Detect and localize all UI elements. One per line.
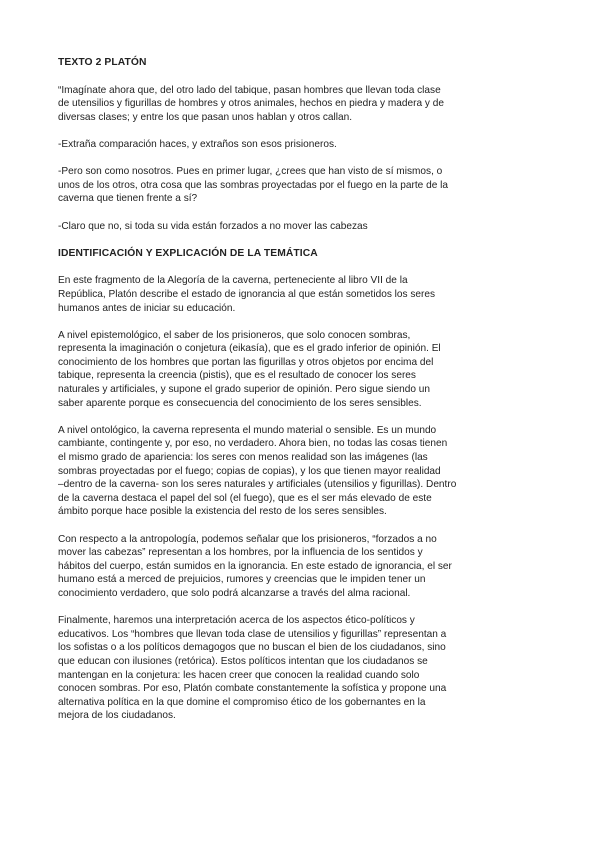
text-line: el mismo grado de apariencia: los seres con menos realidad son las imágenes (las	[58, 452, 428, 464]
text-line: mejora de los ciudadanos.	[58, 710, 176, 722]
document-title: TEXTO 2 PLATÓN	[58, 57, 147, 68]
text-line: humanos antes de iniciar su educación.	[58, 302, 236, 314]
body-paragraph	[58, 424, 544, 519]
text-line: Con respecto a la antropología, podemos señalar que los prisioneros, “forzados a no	[58, 533, 437, 545]
text-line: cambiante, contingente y, por eso, no verdadero. Ahora bien, no todas las cosas tienen	[58, 438, 448, 450]
document-page	[58, 56, 544, 737]
text-line: alternativa política en la que domine el compromiso ético de los gobernantes en la	[58, 696, 426, 708]
quote-paragraph	[58, 220, 544, 234]
text-line: representa la imaginación o conjetura (eikasía), que es el grado inferior de opinión. El	[58, 343, 441, 355]
text-line: A nivel ontológico, la caverna representa el mundo material o sensible. Es un mundo	[58, 424, 437, 436]
text-line: “Imagínate ahora que, del otro lado del tabique, pasan hombres que llevan toda clase	[58, 84, 441, 96]
section-title: IDENTIFICACIÓN Y EXPLICACIÓN DE LA TEMÁTICA	[58, 247, 318, 259]
text-line: mantengan en la conjetura: les hacen creer que conocen la realidad cuando solo	[58, 669, 420, 681]
text-line: humano está a merced de prejuicios, rumores y creencias que le impiden tener un	[58, 574, 426, 586]
text-line: –dentro de la caverna- son los seres naturales y artificiales (utensilios y figurillas). Dentro	[58, 479, 457, 491]
text-line: En este fragmento de la Alegoría de la caverna, perteneciente al libro VII de la	[58, 275, 408, 287]
text-line: de utensilios y figurillas de hombres y otros animales, hechos en piedra y madera y de	[58, 98, 445, 110]
body-paragraph	[58, 614, 544, 723]
text-line: educativos. Los “hombres que llevan toda clase de utensilios y figurillas” representan a	[58, 628, 447, 640]
text-line: Finalmente, haremos una interpretación acerca de los aspectos ético-políticos y	[58, 615, 415, 627]
text-line: tabique, representa la creencia (pistis), que es el resultado de conocer los seres	[58, 370, 416, 382]
text-line: -Extraña comparación haces, y extraños son esos prisioneros.	[58, 138, 337, 150]
body-paragraph	[58, 274, 544, 315]
text-line: conocimiento verdadero, que solo podrá alcanzarse a través del alma racional.	[58, 587, 411, 599]
text-line: unos de los otros, otra cosa que las sombras proyectadas por el fuego en la parte de la	[58, 179, 448, 191]
text-line: mover las cabezas” representan a los hombres, por la influencia de los sentidos y	[58, 547, 423, 559]
text-line: diversas clases; y entre los que pasan unos hablan y otros callan.	[58, 111, 353, 123]
quote-paragraph	[58, 138, 544, 152]
quote-paragraph	[58, 165, 544, 206]
text-line: A nivel epistemológico, el saber de los prisioneros, que solo conocen sombras,	[58, 329, 411, 341]
quote-section	[58, 84, 544, 234]
text-line: caverna que tienen frente a sí?	[58, 193, 198, 205]
text-line: naturales y artificiales, y supone el grado superior de opinión. Pero sigue siendo un	[58, 384, 431, 396]
text-line: hábitos del cuerpo, están sumidos en la ignorancia. En este estado de ignorancia, el ser	[58, 560, 452, 572]
text-line: de la caverna destaca el papel del sol (el fuego), que es el ser más elevado de este	[58, 492, 432, 504]
text-line: ámbito porque hace posible la existencia del resto de los seres sensibles.	[58, 506, 387, 518]
body-section	[58, 274, 544, 723]
quote-paragraph	[58, 84, 544, 125]
text-line: conocimiento de los hombres que portan las figurillas y otros objetos por encima del	[58, 356, 434, 368]
text-line: conocen sombras. Por eso, Platón combate constantemente la sofística y propone una	[58, 683, 447, 695]
text-line: República, Platón describe el estado de ignorancia al que están sometidos los seres	[58, 288, 436, 300]
text-line: saber aparente porque es consecuencia del conocimiento de los seres sensibles.	[58, 397, 422, 409]
body-paragraph	[58, 329, 544, 411]
text-line: que educan con ilusiones (retórica). Estos políticos intentan que los ciudadanos se	[58, 655, 428, 667]
text-line: -Claro que no, si toda su vida están forzados a no mover las cabezas	[58, 220, 368, 232]
text-line: -Pero son como nosotros. Pues en primer lugar, ¿crees que han visto de sí mismos, o	[58, 166, 443, 178]
body-paragraph	[58, 533, 544, 601]
text-line: los sofistas o a los políticos demagogos que no buscan el bien de los ciudadanos, sino	[58, 642, 446, 654]
text-line: sombras proyectadas por el fuego; copias de copias), y los que tienen mayor realidad	[58, 465, 441, 477]
